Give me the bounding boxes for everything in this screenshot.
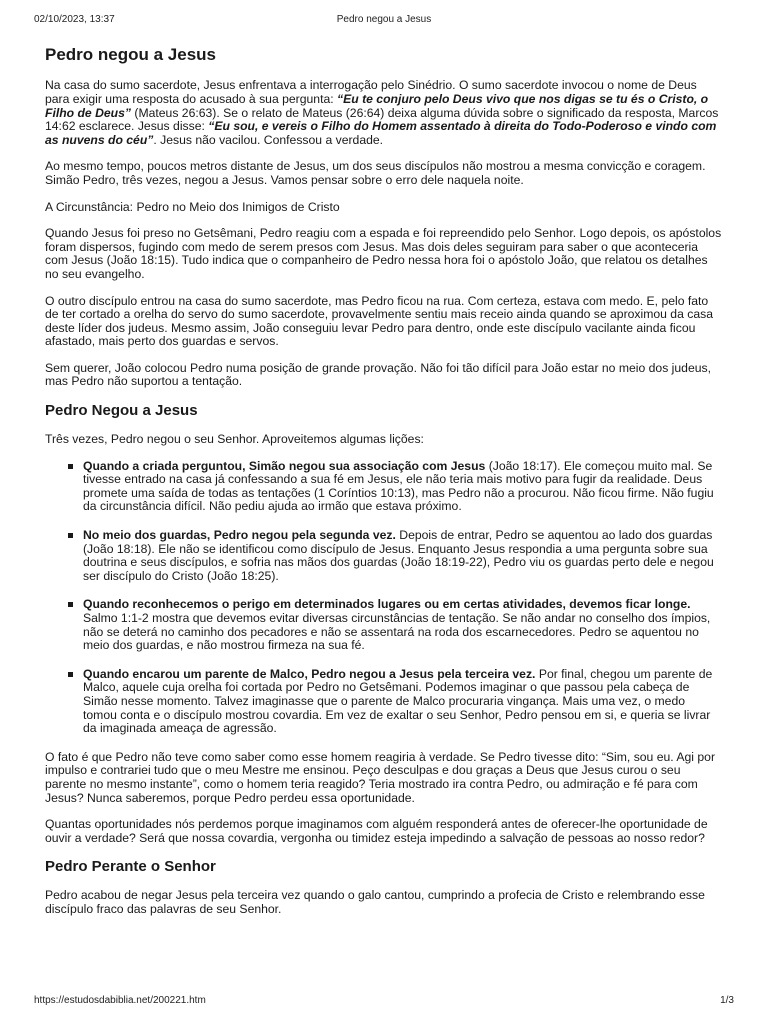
paragraph-7: Três vezes, Pedro negou o seu Senhor. Aproveitemos algumas lições: bbox=[45, 432, 424, 447]
list-item-bold: Quando reconhecemos o perigo em determinados lugares ou em certas atividades, devemos ficar longe. bbox=[83, 597, 691, 612]
print-page-title: Pedro negou a Jesus bbox=[336, 14, 432, 25]
section-heading-pedro-perante: Pedro Perante o Senhor bbox=[45, 858, 216, 876]
print-footer bbox=[34, 995, 734, 1011]
square-bullet-icon bbox=[68, 464, 73, 469]
article bbox=[45, 45, 722, 930]
paragraph-6: Sem querer, João colocou Pedro numa posição de grande provação. Não foi tão difícil para João estar no meio dos judeus, mas Pedro não suportou a tentação. bbox=[45, 360, 711, 389]
article-title: Pedro negou a Jesus bbox=[45, 45, 216, 64]
list-item-text: Depois de entrar, Pedro se aquentou ao lado dos guardas (João 18:18). Ele não se identificou como discípulo de Jesus. Enquanto Jesus respondia a uma pergunta sobre sua doutrina e seus discípulos, e sofria nas mãos dos guardas (João 18:19-22), Pedro viu os guardas perto dele e negou ser discípulo do Cristo (João 18:25). bbox=[83, 528, 714, 583]
square-bullet-icon bbox=[68, 602, 73, 607]
intro-text-2: (Mateus 26:63). Se o relato de Mateus (26:64) deixa alguma dúvida sobre o significado da resposta, Marcos 14:62 esclarece. Jesus disse: bbox=[45, 105, 719, 134]
intro-text-1: Na casa do sumo sacerdote, Jesus enfrentava a interrogação pelo Sinédrio. O sumo sacerdote invocou o nome de Deus para exigir uma resposta do acusado à sua pergunta: bbox=[45, 78, 697, 106]
list-item-text: (João 18:17). Ele começou muito mal. Se tivesse entrado na casa já confessando a sua fé em Jesus, ele não teria mais motivo para fugir da realidade. Deus promete uma saída de todas as tentações (1 Coríntios 10:13), mas Pedro não a procurou. Não ficou firme. Não fugiu da circunstância difícil. Não pediu ajuda ao irmão que estava próximo. bbox=[83, 458, 714, 514]
paragraph-2: Ao mesmo tempo, poucos metros distante de Jesus, um dos seus discípulos não mostrou a mesma convicção e coragem. Simão Pedro, três vezes, negou a Jesus. Vamos pensar sobre o erro dele naquela noite. bbox=[45, 159, 706, 187]
square-bullet-icon bbox=[68, 533, 73, 538]
list-item bbox=[83, 598, 722, 652]
intro-paragraph bbox=[45, 79, 722, 147]
intro-quote-2: “Eu sou, e vereis o Filho do Homem assentado à direita do Todo-Poderoso e vindo com as nuvens do céu” bbox=[45, 119, 717, 147]
intro-quote-1: “Eu te conjuro pelo Deus vivo que nos digas se tu és o Cristo, o Filho de Deus” bbox=[45, 91, 709, 120]
list-item-text: Por final, chegou um parente de Malco, aquele cuja orelha foi cortada por Pedro no Getsêmani. Podemos imaginar o que passou pela cabeça de Simão nesse momento. Talvez imaginasse que o parente de Malco procuraria vingança. Mais uma vez, o medo tomou conta e o discípulo mostrou covardia. Em vez de exaltar o seu Senhor, Pedro pensou em si, e queria se livrar da imaginada ameaça de agressão. bbox=[83, 666, 713, 736]
paragraph-3: A Circunstância: Pedro no Meio dos Inimigos de Cristo bbox=[45, 199, 340, 214]
paragraph-9: Quantas oportunidades nós perdemos porque imaginamos com alguém responderá antes de oferecer-lhe oportunidade de ouvir a verdade? Será que nossa covardia, vergonha ou timidez esteja impedindo a salvação de pessoas ao nosso redor? bbox=[45, 817, 708, 845]
list-item-bold: Quando encarou um parente de Malco, Pedro negou a Jesus pela terceira vez. bbox=[83, 666, 536, 681]
print-datetime: 02/10/2023, 13:37 bbox=[34, 14, 115, 25]
list-item-text: Salmo 1:1-2 mostra que devemos evitar diversas circunstâncias de tentação. Se não andar no conselho dos ímpios, não se deterá no caminho dos pecadores e não se assentará na roda dos escarnecedores. Pedro se aquentou no meio dos guardas, e não mostrou firmeza na sua fé. bbox=[83, 611, 711, 653]
paragraph-5: O outro discípulo entrou na casa do sumo sacerdote, mas Pedro ficou na rua. Com certeza, estava com medo. E, pelo fato de ter cortado a orelha do servo do sumo sacerdote, provavelmente sentiu mais receio ainda quando se aproximou da casa deste líder dos judeus. Mesmo assim, João conseguiu levar Pedro para dentro, onde este discípulo vacilante ainda ficou afastado, mais perto dos guardas e servos. bbox=[45, 293, 713, 349]
paragraph-8: O fato é que Pedro não teve como saber como esse homem reagiria à verdade. Se Pedro tivesse dito: “Sim, sou eu. Agi por impulso e contrariei tudo que o meu Mestre me ensinou. Peço desculpas e dou graças a Deus que Jesus curou o seu parente no mesmo instante”, como o homem teria reagido? Teria mostrado ira contra Pedro, ou admiração e fé para com Jesus? Nunca saberemos, porque Pedro perdeu essa oportunidade. bbox=[45, 749, 715, 805]
list-item bbox=[83, 668, 722, 736]
lessons-list bbox=[45, 460, 722, 736]
intro-text-3: . Jesus não vacilou. Confessou a verdade. bbox=[153, 132, 384, 147]
list-item bbox=[83, 460, 722, 514]
section-heading-pedro-negou: Pedro Negou a Jesus bbox=[45, 402, 198, 420]
print-header bbox=[34, 14, 734, 30]
print-url: https://estudosdabiblia.net/200221.htm bbox=[34, 995, 206, 1006]
list-item bbox=[83, 529, 722, 583]
list-item-bold: No meio dos guardas, Pedro negou pela segunda vez. bbox=[83, 528, 396, 543]
paragraph-4: Quando Jesus foi preso no Getsêmani, Pedro reagiu com a espada e foi repreendido pelo Senhor. Logo depois, os apóstolos foram dispersos, fugindo com medo de serem presos com Jesus. Mas dois deles seguiram para saber o que aconteceria com Jesus (João 18:15). Tudo indica que o companheiro de Pedro nessa hora foi o apóstolo João, que relatou os detalhes no seu evangelho. bbox=[45, 226, 722, 281]
paragraph-10: Pedro acabou de negar Jesus pela terceira vez quando o galo cantou, cumprindo a profecia de Cristo e relembrando esse discípulo fraco das palavras de seu Senhor. bbox=[45, 888, 705, 916]
square-bullet-icon bbox=[68, 672, 73, 677]
list-item-bold: Quando a criada perguntou, Simão negou sua associação com Jesus bbox=[83, 458, 486, 473]
print-page-number: 1/3 bbox=[720, 995, 734, 1006]
